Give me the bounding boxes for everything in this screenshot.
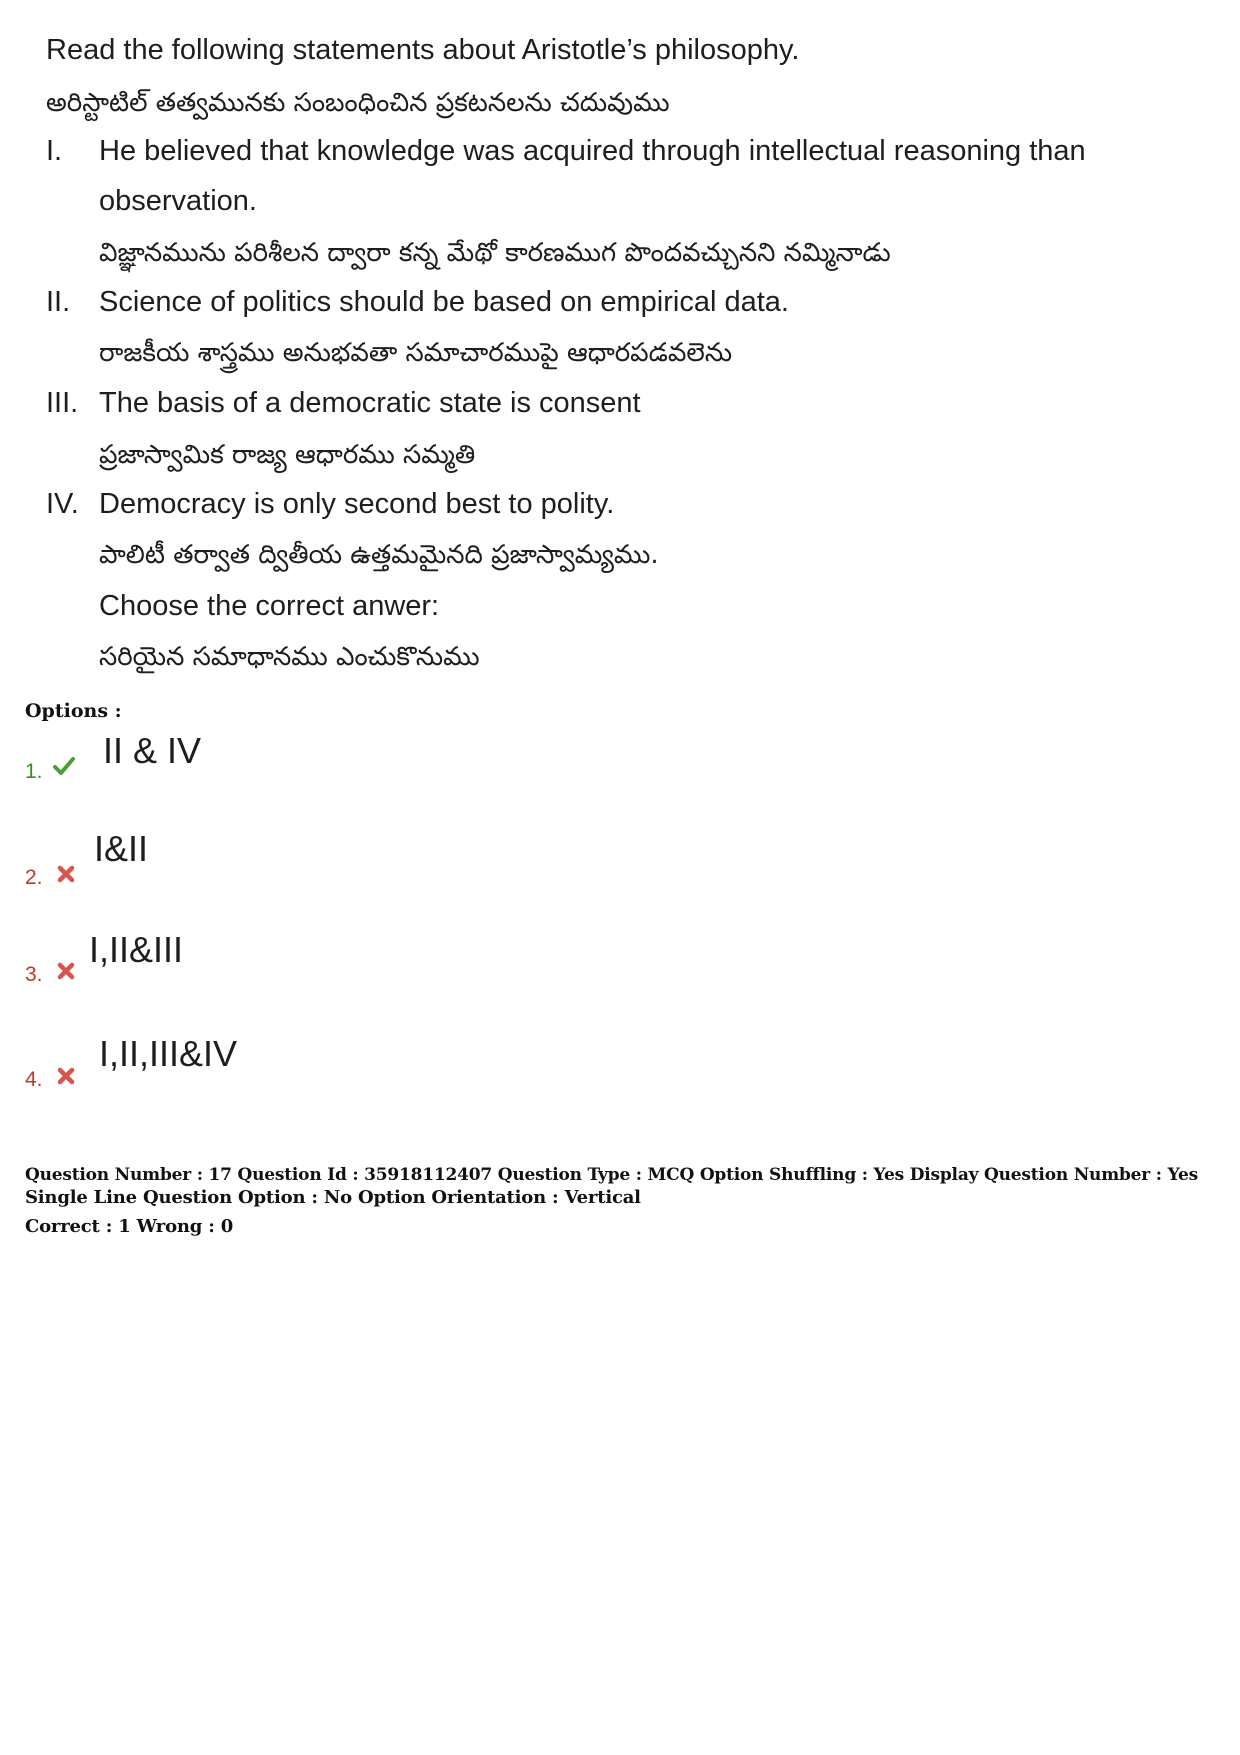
cross-icon [54,959,78,983]
question-meta-line2: Single Line Question Option : No Option Orientation : Vertical [25,1187,641,1208]
cross-icon [54,862,78,886]
option-number: 1. [25,760,43,783]
question-intro-english: Read the following statements about Aristotle’s philosophy. [46,34,800,66]
statement-4-english: Democracy is only second best to polity. [99,488,615,520]
statement-numeral: II. [46,286,71,318]
statement-numeral: III. [46,387,79,419]
statement-3-english: The basis of a democratic state is consent [99,387,641,419]
option-text: I,II&III [89,929,184,970]
choose-instruction-telugu: సరియైన సమాధానము ఎంచుకొనుము [99,642,480,672]
statement-2-telugu: రాజకీయ శాస్త్రము అనుభవతా సమాచారముపై ఆధారపడవలెను [99,338,733,368]
question-meta-line1: Question Number : 17 Question Id : 35918112407 Question Type : MCQ Option Shuffling : Yes Display Question Number : Yes [25,1165,1199,1185]
statement-numeral: I. [46,135,63,167]
option-number: 2. [25,866,43,889]
statement-3-telugu: ప్రజాస్వామిక రాజ్య ఆధారము సమ్మతి [99,440,476,470]
options-label: Options : [25,700,122,722]
statement-1-english-line2: observation. [99,185,257,217]
statement-1-english-line1: He believed that knowledge was acquired through intellectual reasoning than [99,135,1086,167]
option-number: 3. [25,963,43,986]
statement-numeral: IV. [46,488,79,520]
statement-1-telugu: విజ్ఞానమును పరిశీలన ద్వారా కన్న మేథో కారణముగ పొందవచ్చునని నమ్మినాడు [99,238,891,268]
option-text: I&II [94,828,149,869]
choose-instruction-english: Choose the correct anwer: [99,590,440,622]
question-score-line: Correct : 1 Wrong : 0 [25,1216,234,1237]
option-number: 4. [25,1068,43,1091]
option-text: II & IV [103,730,202,771]
statement-4-telugu: పాలిటీ తర్వాత ద్వితీయ ఉత్తమమైనది ప్రజాస్వామ్యము. [99,540,659,570]
check-icon [52,754,76,778]
question-intro-telugu: అరిస్టాటిల్ తత్వమునకు సంబంధించిన ప్రకటనలను చదువుము [46,88,670,118]
option-text: I,II,III&IV [99,1033,238,1074]
statement-2-english: Science of politics should be based on empirical data. [99,286,789,318]
cross-icon [54,1064,78,1088]
